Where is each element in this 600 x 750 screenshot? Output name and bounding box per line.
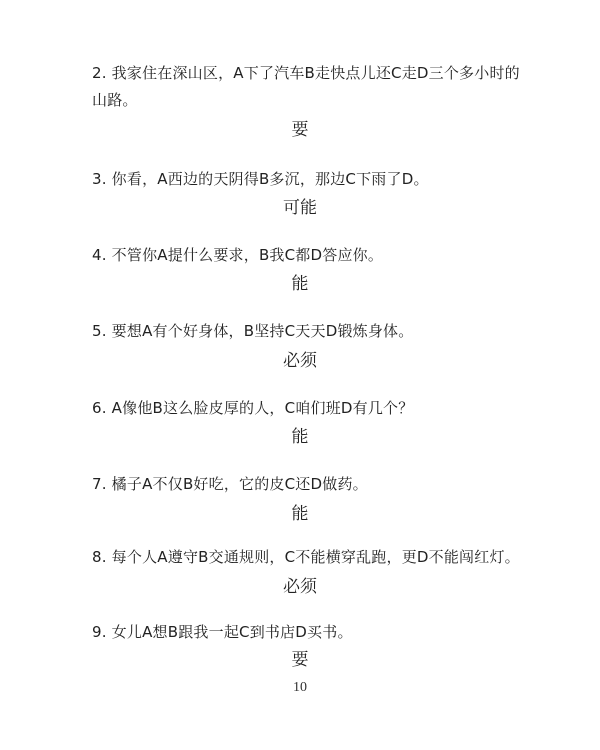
answer-6: 能: [291, 427, 309, 447]
answer-7: 能: [291, 504, 309, 524]
answer-5: 必须: [283, 351, 317, 371]
question-4: 4. 不管你A提什么要求，B我C都D答应你。: [92, 246, 384, 264]
question-6: 6. A像他B这么脸皮厚的人，C咱们班D有几个？: [92, 399, 414, 417]
answer-4: 能: [291, 274, 309, 294]
question-3: 3. 你看，A西边的天阴得B多沉，那边C下雨了D。: [92, 170, 429, 188]
page-number: 10: [293, 680, 307, 695]
question-7: 7. 橘子A不仅B好吃，它的皮C还D做药。: [92, 475, 368, 493]
question-2: 2. 我家住在深山区，A下了汽车B走快点儿还C走D三个多小时的山路。: [92, 64, 520, 109]
answer-3: 可能: [283, 198, 317, 218]
question-9: 9. 女儿A想B跟我一起C到书店D买书。: [92, 623, 353, 641]
question-8: 8. 每个人A遵守B交通规则，C不能横穿乱跑，更D不能闯红灯。: [92, 548, 520, 566]
answer-8: 必须: [283, 577, 317, 597]
question-5: 5. 要想A有个好身体，B坚持C天天D锻炼身体。: [92, 322, 414, 340]
answer-2: 要: [291, 120, 309, 140]
answer-9: 要: [291, 650, 309, 670]
